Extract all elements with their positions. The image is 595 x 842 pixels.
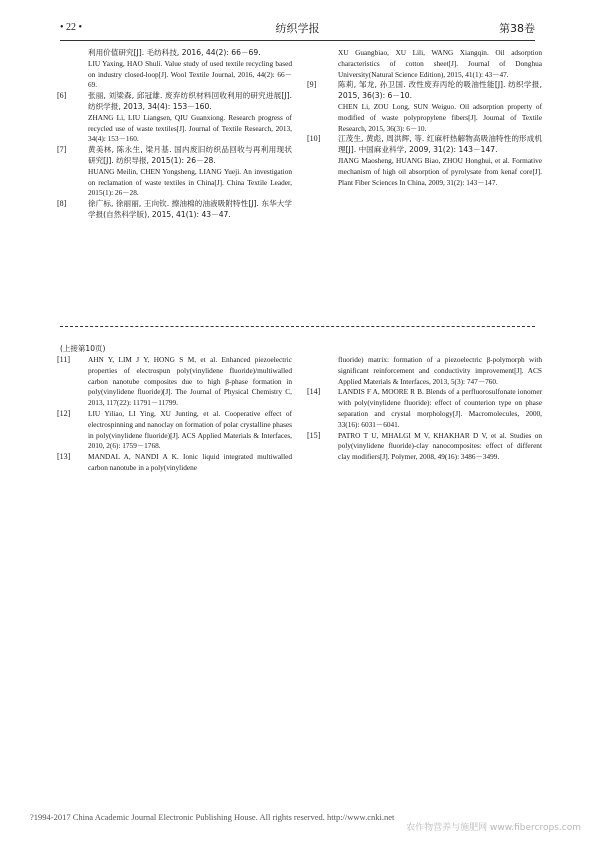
references-bottom-left [57, 355, 292, 474]
reference-entry [307, 430, 542, 463]
reference-text: ZHANG Li, LIU Liangsen, QIU Guanxiong. Research progress of recycled use of waste textiles[J]. Journal of Textile Research, 2013, 34(4): 153－160. [88, 112, 292, 144]
reference-text: 江茂生, 黄彪, 周洪辉, 等. 红麻杆热解物高吸油特性的形成机理[J]. 中国麻业科学, 2009, 31(2): 143－147. [338, 134, 542, 155]
reference-text: XU Guangbiao, XU Lili, WANG Xiangqin. Oil adsorption characteristics of cotton sheet[J]. Journal of Donghua University(Natural Science Edition), 2015, 41(1): 43－47. [338, 48, 542, 79]
reference-number: [15] [307, 430, 321, 440]
reference-number: [9] [307, 80, 317, 90]
reference-text: AHN Y, LIM J Y, HONG S M, et al. Enhanced piezoelectric properties of electrospun poly(vinylidene fluoride)/multiwalled carbon nanotube composites due to high β-phase formation in poly(vinylidene fluoride)[J]. The Journal of Physical Chemistry C, 2013, 117(22): 11791－11799. [88, 355, 292, 408]
reference-number: [7] [57, 145, 67, 155]
reference-text: 黄美林, 陈永生, 梁月基. 国内废旧纺织品回收与再利用现状研究[J]. 纺织导报, 2015(1): 26－28. [88, 145, 292, 165]
page-number: • 22 • [60, 22, 83, 33]
copyright-footer: ?1994-2017 China Academic Journal Electronic Publishing House. All rights reserved. http://www.cnki.net [30, 812, 395, 822]
reference-text: LIU Yaxing, HAO Shuli. Value study of used textile recycling based on industry closed-loop[J]. Wool Textile Journal, 2016, 44(2): 66－69. [88, 58, 292, 90]
reference-number: [12] [57, 408, 71, 418]
references-top-right [307, 48, 542, 188]
continued-from-label: (上接第10页) [60, 344, 106, 353]
reference-text: LIU Yiliao, LI Ying, XU Junting, et al. Cooperative effect of electrospinning and nanoclay on formation of polar crystalline phases in poly(vinylidene fluoride)[J]. ACS Applied Materials & Interfaces, 2010, 2(6): 1759－1768. [88, 408, 292, 451]
reference-text: 张丽, 刘梁森, 邱冠雄. 废弃纺织材料回收利用的研究进展[J]. 纺织学报, 2013, 34(4): 153－160. [88, 91, 292, 111]
journal-title: 纺织学报 [275, 22, 320, 35]
reference-entry [57, 199, 292, 221]
reference-text: 徐广标, 徐丽丽, 王向钦. 擦油棉的油液吸附特性[J]. 东华大学学报(自然科学版), 2015, 41(1): 43－47. [88, 199, 292, 219]
reference-entry [57, 355, 292, 409]
reference-entry [310, 48, 542, 80]
reference-text: JIANG Maosheng, HUANG Biao, ZHOU Honghui, et al. Formative mechanism of high oil absorption of pyrolysate from kenaf core[J]. Plant Fiber Sciences In China, 2009, 31(2): 143－147. [338, 155, 542, 187]
reference-entry [57, 145, 292, 199]
reference-entry [307, 134, 542, 188]
reference-text: HUANG Meilin, CHEN Yongsheng, LIANG Yueji. An investigation on reclamation of waste textiles in China[J]. China Textile Leader, 2015(1): 26－28. [88, 166, 292, 198]
reference-number: [8] [57, 199, 67, 209]
references-bottom-right [307, 355, 542, 463]
volume-label: 第38卷 [499, 22, 535, 35]
reference-entry [57, 408, 292, 452]
page-header [60, 18, 535, 40]
reference-text: LANDIS F A, MOORE R B. Blends of a perfluorosulfonate ionomer with poly(vinylidene fluoride): effect of counterion type on phase separation and crystal morphology[J]. Macromolecules, 2000, 33(16): 6031－6041. [338, 387, 542, 429]
reference-number: [11] [57, 355, 71, 364]
reference-text: CHEN Li, ZOU Long, SUN Weiguo. Oil adsorption property of modified of waste polypropylene fibers[J]. Journal of Textile Research, 2015, 36(3): 6－10. [338, 101, 542, 133]
reference-number: [13] [57, 452, 71, 462]
reference-number: [14] [307, 387, 321, 397]
references-top-left [57, 48, 292, 221]
reference-text: fluoride) matrix: formation of a piezoelectric β-polymorph with significant reinforcement and conductivity improvement[J]. ACS Applied Materials & Interfaces, 2013, 5(3): 747－760. [338, 355, 542, 386]
reference-text: 利用价值研究[J]. 毛纺科技, 2016, 44(2): 66－69. [88, 48, 261, 57]
reference-entry [60, 48, 292, 91]
reference-number: [6] [57, 91, 67, 101]
reference-entry [57, 452, 292, 474]
reference-entry [57, 91, 292, 145]
watermark: 农作物营养与施肥网 www.fibercrops.com [406, 823, 581, 833]
reference-number: [10] [307, 134, 321, 144]
section-divider [60, 326, 535, 327]
header-rule [60, 40, 535, 41]
reference-text: MANDAL A, NANDI A K. Ionic liquid integrated multiwalled carbon nanotube in a poly(vinylidene [88, 452, 292, 472]
reference-text: 陈莉, 邹龙, 孙卫国. 改性废弃丙纶的吸油性能[J]. 纺织学报, 2015, 36(3): 6－10. [338, 80, 542, 101]
reference-text: PATRO T U, MHALGI M V, KHAKHAR D V, et al. Studies on poly(vinylidene fluoride)-clay nanocomposites: effect of different clay modifiers[J]. Polymer, 2008, 49(16): 3486－3499. [338, 430, 542, 462]
reference-entry [310, 355, 542, 387]
reference-entry [307, 80, 542, 134]
reference-entry [307, 387, 542, 430]
